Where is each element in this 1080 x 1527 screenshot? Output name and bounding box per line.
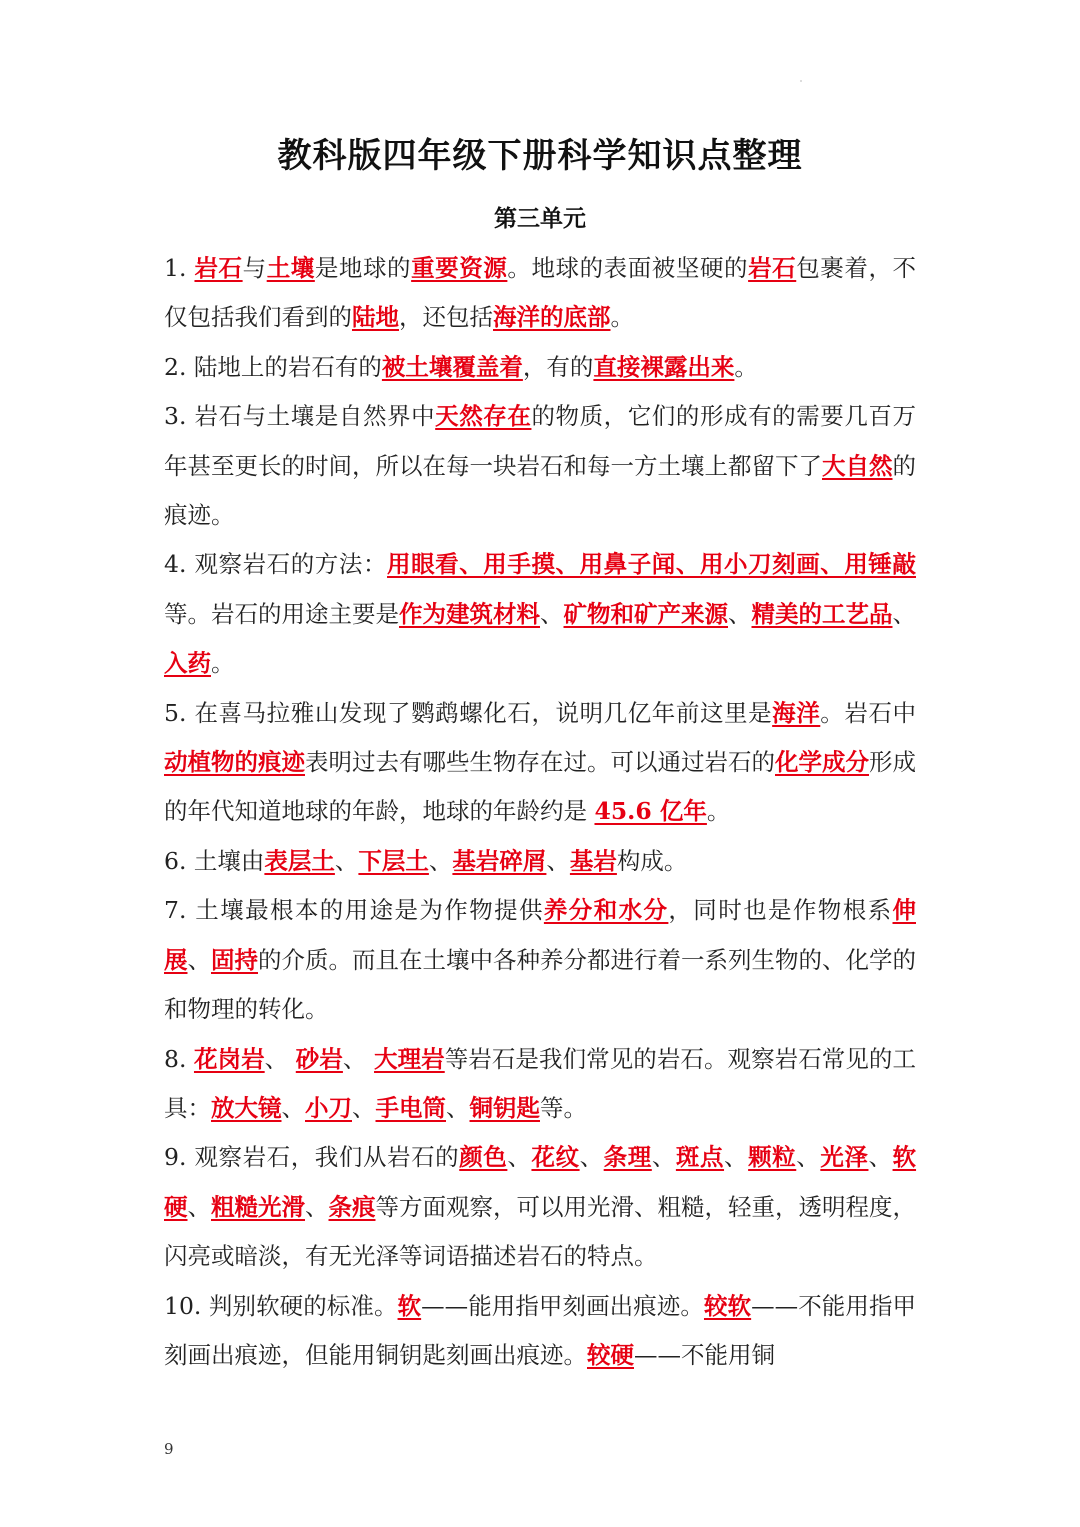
highlight-term: 岩石 [194,254,243,282]
body-text: 表明过去有哪些生物存在过。可以通过岩石的 [305,748,775,777]
highlight-term: 手电筒 [375,1093,446,1122]
body-text: 、 [540,599,564,628]
knowledge-item-4 [164,540,916,688]
highlight-term: 斑点 [675,1143,725,1172]
body-text: 6. 土壤由 [164,846,265,875]
body-text: 、 [728,599,752,628]
body-text: 5. 在喜马拉雅山发现了鹦鹉螺化石，说明几亿年前这里是 [164,698,773,727]
body-text: 的痕迹。 [164,451,916,530]
body-text: 形成的年代知道地球的年龄，地球的年龄约是 [164,748,916,826]
highlight-term: 条痕 [328,1192,376,1221]
body-text: 与 [242,254,267,282]
highlight-term: 作为建筑材料 [399,599,540,628]
highlight-term: 被土壤覆盖着 [381,352,523,381]
body-text: 、 [187,945,211,974]
highlight-term: 颜色 [459,1143,508,1172]
body-text: ，有的 [522,352,594,381]
highlight-term: 重要资源 [411,254,508,282]
highlight-term: 土壤 [266,254,315,282]
body-text: 、 [796,1143,821,1172]
body-text: 、 [507,1143,532,1172]
unit-subtitle: 第三单元 [494,205,586,232]
highlight-term: 软硬 [164,1143,917,1221]
knowledge-item-6 [164,837,916,886]
body-text: 、 [352,1093,376,1122]
highlight-term: 直接裸露出来 [593,352,735,381]
highlight-term: 基岩碎屑 [452,846,547,875]
page-title: 教科版四年级下册科学知识点整理 [277,136,803,176]
highlight-term: 铜钥匙 [469,1093,540,1122]
body-text: 9. 观察岩石，我们从岩石的 [164,1143,460,1172]
body-text: 1. [164,254,195,282]
highlight-term: 45.6 亿年 [594,797,707,826]
highlight-term: 放大镜 [211,1093,282,1122]
body-text: 构成。 [616,846,688,875]
highlight-term: 用眼看、用手摸、用鼻子闻、用小刀刻画、用锤敲 [387,550,916,579]
highlight-term: 固持 [211,945,258,974]
body-text: 。 [211,649,235,678]
body-text: 、 [651,1143,676,1172]
highlight-term: 精美的工艺品 [751,599,893,628]
body-text: ——不能用指甲刻画出痕迹，但能用铜钥匙刻画出痕迹。 [164,1291,917,1369]
body-text: 。地球的表面被坚硬的 [507,254,749,282]
highlight-term: 动植物的痕迹 [164,748,305,777]
body-text: 8. [164,1044,194,1073]
body-text: 、 [281,1093,305,1122]
body-text: 。 [706,797,731,826]
body-text: 、 [264,1044,296,1073]
highlight-term: 表层土 [264,846,335,875]
body-text: 、 [428,846,453,875]
highlight-term: 颗粒 [748,1143,797,1172]
knowledge-item-10 [164,1282,916,1381]
highlight-term: 较硬 [587,1340,634,1369]
knowledge-item-8 [164,1035,916,1134]
speck [800,80,802,82]
highlight-term: 较软 [703,1291,752,1320]
body-text: 3. 岩石与土壤是自然界中 [164,402,436,431]
highlight-term: 大理岩 [374,1044,445,1073]
body-text: ，同时也是作物根系 [668,896,893,925]
knowledge-item-2 [164,343,916,392]
highlight-term: 条理 [603,1143,652,1172]
body-text: 2. 陆地上的岩石有的 [164,352,382,381]
knowledge-item-3 [164,392,916,540]
highlight-term: 基岩 [569,846,617,875]
body-text: 、 [868,1143,893,1172]
body-text: 等。岩石的用途主要是 [164,599,399,628]
highlight-term: 砂岩 [295,1044,343,1073]
highlight-term: 花岗岩 [193,1044,265,1073]
body-text: 4. 观察岩石的方法： [164,550,388,579]
highlight-term: 光泽 [820,1143,869,1172]
highlight-term: 矿物和矿产来源 [563,599,728,628]
body-text: ——不能用铜 [634,1340,775,1369]
body-text: 、 [892,599,916,628]
highlight-term: 下层土 [358,846,429,875]
page-number: 9 [164,1440,174,1458]
highlight-term: 粗糙光滑 [211,1192,305,1221]
body-text: 、 [579,1143,604,1172]
highlight-term: 软 [397,1291,422,1320]
knowledge-item-9 [164,1133,916,1281]
body-text: 等方面观察，可以用光滑、粗糙，轻重，透明程度，闪亮或暗淡，有无光泽等词语描述岩石的特点。 [164,1192,916,1271]
body-text: ——能用指甲刻画出痕迹。 [421,1291,704,1320]
highlight-term: 小刀 [305,1093,352,1122]
knowledge-item-5 [164,689,916,837]
body-text: 等岩石是我们常见的岩石。观察岩石常见的工具： [164,1044,916,1122]
highlight-term: 伸展 [164,896,916,974]
highlight-term: 化学成分 [775,748,869,777]
knowledge-item-7 [164,886,916,1034]
body-text: 、 [187,1192,211,1221]
body-text: 的介质。而且在土壤中各种养分都进行着一系列生物的、化学的和物理的转化。 [164,945,916,1024]
knowledge-item-1 [164,244,916,343]
body-text: 、 [724,1143,749,1172]
highlight-term: 陆地 [352,303,399,332]
highlight-term: 岩石 [748,254,797,282]
body-text: 10. 判别软硬的标准。 [164,1291,398,1320]
body-text: 包裹着，不仅包括我们看到的 [164,254,917,332]
highlight-term: 花纹 [531,1143,580,1172]
body-text: 的物质，它们的形成有的需要几百万年甚至更长的时间，所以在每一块岩石和每一方土壤上都留下了 [164,402,916,480]
highlight-term: 海洋的底部 [493,303,611,332]
highlight-term: 天然存在 [435,402,532,431]
highlight-term: 海洋 [772,698,821,727]
body-text: 是地球的 [314,254,412,282]
knowledge-list [164,244,916,1380]
body-text: 、 [546,846,570,875]
body-text: 。 [610,303,634,332]
body-text: 、 [446,1093,470,1122]
body-text: 、 [305,1192,329,1221]
body-text: 、 [334,846,359,875]
highlight-term: 养分和水分 [543,896,669,925]
body-text: 等。 [540,1093,587,1122]
body-text: 。 [734,352,758,381]
body-text: 、 [342,1044,375,1073]
body-text: 。岩石中 [820,698,917,727]
body-text: 7. 土壤最根本的用途是为作物提供 [164,896,544,925]
highlight-term: 入药 [164,649,211,678]
body-text: ，还包括 [399,303,493,332]
highlight-term: 大自然 [822,451,893,480]
